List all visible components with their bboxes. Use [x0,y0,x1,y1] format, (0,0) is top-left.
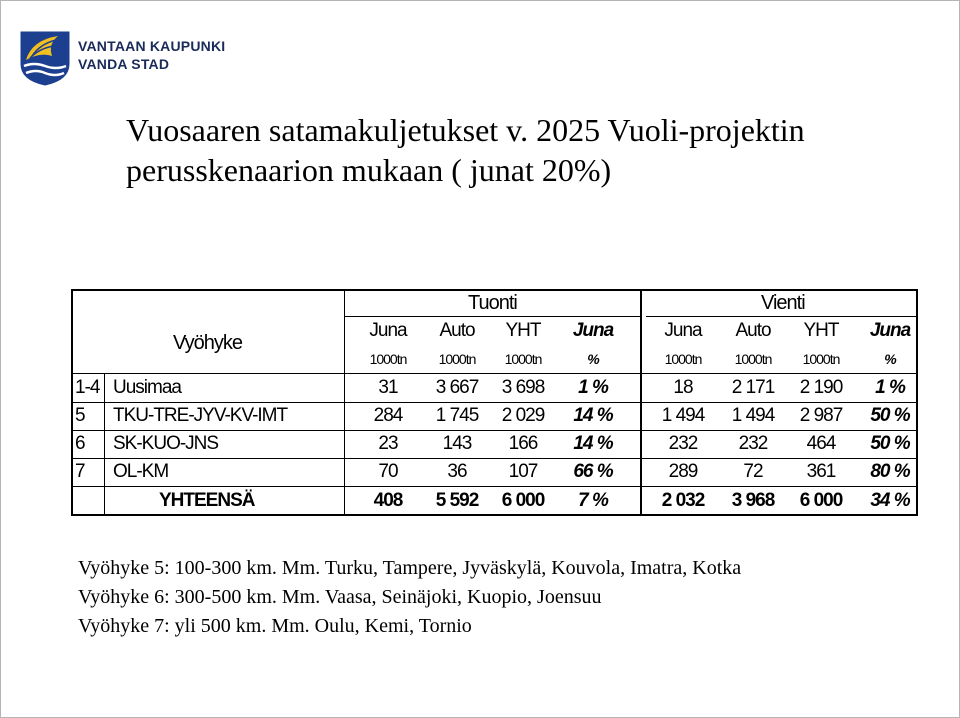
zone-header: Vyöhyke [173,332,242,354]
grid-line [73,373,918,374]
table-cell: 3 667 [435,377,479,398]
column-subheader: Juna [572,320,614,341]
note-line: Vyöhyke 7: yli 500 km. Mm. Oulu, Kemi, Tornio [78,615,472,637]
table-cell: 3 698 [501,377,545,398]
grid-line [73,430,918,431]
column-subheader: Juna [369,320,407,341]
column-subheader: Juna [869,320,911,341]
zone-name: TKU-TRE-JYV-KV-IMT [113,405,288,426]
total-cell: 34 % [870,490,910,511]
column-subheader: YHT [803,320,839,341]
zone-number: 7 [75,461,85,482]
freight-table [71,289,918,516]
column-unit: 1000tn [369,351,407,367]
table-cell: 50 % [870,405,910,426]
column-unit: 1000tn [664,351,702,367]
table-cell: 36 [447,461,467,482]
group-header-vienti: Vienti [761,292,805,314]
note-line: Vyöhyke 5: 100-300 km. Mm. Turku, Tampere, Jyväskylä, Kouvola, Imatra, Kotka [78,557,742,579]
zone-name: Uusimaa [113,377,181,398]
table-cell: 23 [378,433,398,454]
column-subheader: Juna [664,320,702,341]
total-cell: 2 032 [661,490,705,511]
grid-line [73,458,918,459]
zone-number: 1-4 [75,377,100,398]
table-cell: 1 494 [661,405,705,426]
table-cell: 18 [673,377,693,398]
table-cell: 14 % [573,405,613,426]
total-cell: 408 [373,490,403,511]
table-cell: 166 [508,433,538,454]
table-cell: 1 % [875,377,905,398]
organization-name [78,37,225,73]
group-header-tuonti: Tuonti [468,292,517,314]
vantaa-crest-logo [18,30,72,86]
table-cell: 284 [373,405,403,426]
grid-line [73,402,918,403]
table-cell: 464 [806,433,836,454]
table-cell: 107 [508,461,538,482]
table-cell: 50 % [870,433,910,454]
column-unit: 1000tn [734,351,772,367]
table-cell: 1 745 [435,405,479,426]
total-label: YHTEENSÄ [159,490,255,511]
zone-name: SK-KUO-JNS [113,433,219,454]
table-cell: 232 [668,433,698,454]
table-cell: 14 % [573,433,613,454]
org-line-1: VANTAAN KAUPUNKI [78,38,226,54]
table-cell: 289 [668,461,698,482]
column-unit: % [884,351,896,367]
title-line-1: Vuosaaren satamakuljetukset v. 2025 Vuoli-projektin [126,112,805,148]
grid-line [646,316,918,317]
note-line: Vyöhyke 6: 300-500 km. Mm. Vaasa, Seinäjoki, Kuopio, Joensuu [78,586,602,608]
grid-line [104,373,105,514]
table-cell: 2 987 [799,405,843,426]
table-cell: 361 [806,461,836,482]
table-cell: 1 % [578,377,608,398]
column-unit: % [587,351,599,367]
total-cell: 3 968 [731,490,775,511]
column-unit: 1000tn [438,351,476,367]
table-cell: 31 [378,377,398,398]
zone-notes [78,554,741,641]
grid-line [344,316,640,317]
total-cell: 7 % [578,490,608,511]
table-cell: 2 190 [799,377,843,398]
title-line-2: perusskenaarion mukaan ( junat 20%) [126,152,612,188]
table-cell: 2 171 [731,377,775,398]
table-cell: 232 [738,433,768,454]
column-subheader: Auto [439,320,475,341]
column-unit: 1000tn [504,351,542,367]
table-cell: 1 494 [731,405,775,426]
zone-name: OL-KM [113,461,169,482]
grid-line [73,486,918,487]
total-cell: 5 592 [435,490,479,511]
org-line-2: VANDA STAD [78,56,170,72]
column-unit: 1000tn [802,351,840,367]
table-cell: 66 % [573,461,613,482]
column-subheader: YHT [505,320,541,341]
total-cell: 6 000 [501,490,545,511]
zone-number: 5 [75,405,85,426]
table-cell: 2 029 [501,405,545,426]
slide-title [126,110,906,190]
table-cell: 143 [442,433,472,454]
table-cell: 72 [743,461,763,482]
column-subheader: Auto [735,320,771,341]
table-cell: 80 % [870,461,910,482]
total-cell: 6 000 [799,490,843,511]
table-cell: 70 [378,461,398,482]
zone-number: 6 [75,433,85,454]
